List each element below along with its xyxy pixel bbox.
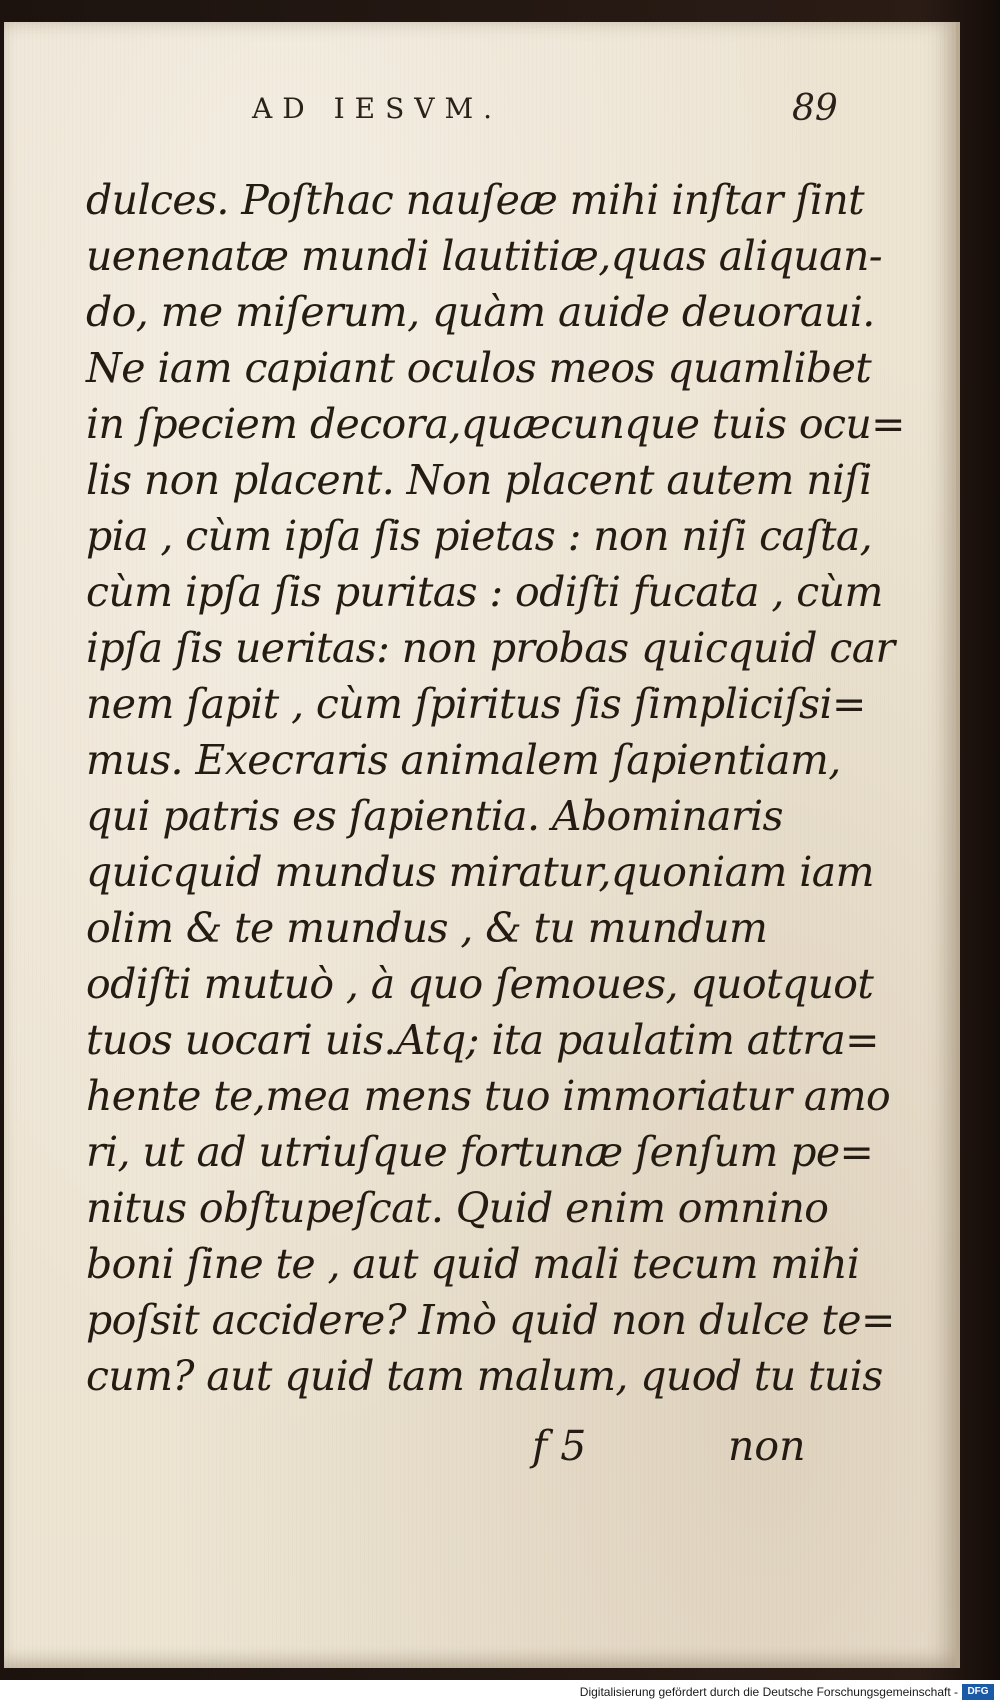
body-text bbox=[86, 172, 905, 1404]
footer-bar bbox=[0, 1680, 1000, 1706]
text-line: in ſpeciem decora,quæcunque tuis ocu= bbox=[86, 400, 905, 448]
text-line: ri, ut ad utriuſque fortunæ ſenſum pe= bbox=[86, 1128, 874, 1176]
text-line: quicquid mundus miratur,quoniam iam bbox=[86, 848, 874, 896]
text-line: pia , cùm ipſa ſis pietas : non niſi caſta, bbox=[86, 512, 873, 560]
text-line: poſsit accidere? Imò quid non dulce te= bbox=[86, 1296, 895, 1344]
catchword: non bbox=[728, 1422, 806, 1470]
text-line: dulces. Poſthac nauſeæ mihi inſtar ſint bbox=[86, 176, 865, 224]
running-head: AD IESVM. bbox=[252, 92, 503, 125]
text-line: Ne iam capiant oculos meos quamlibet bbox=[86, 344, 872, 392]
text-line: cùm ipſa ſis puritas : odiſti fucata , cùm bbox=[86, 568, 883, 616]
page-number: 89 bbox=[792, 88, 838, 129]
text-line: qui patris es ſapientia. Abominaris bbox=[86, 792, 783, 840]
page-foot bbox=[4, 1422, 956, 1478]
text-line: tuos uocari uis.Atq; ita paulatim attra= bbox=[86, 1016, 879, 1064]
text-line: hente te,mea mens tuo immoriatur amo bbox=[86, 1072, 891, 1120]
text-line: odiſti mutuò , à quo ſemoues, quotquot bbox=[86, 960, 874, 1008]
signature-mark: f 5 bbox=[532, 1422, 587, 1470]
text-line: nitus obſtupeſcat. Quid enim omnino bbox=[86, 1184, 829, 1232]
text-line: nem ſapit , cùm ſpiritus ſis ſimpliciſsi= bbox=[86, 680, 866, 728]
text-line: mus. Execraris animalem ſapientiam, bbox=[86, 736, 841, 784]
text-line: ipſa ſis ueritas: non probas quicquid car bbox=[86, 624, 895, 672]
dfg-logo: DFG bbox=[962, 1684, 994, 1700]
text-line: uenenatæ mundi lautitiæ,quas aliquan- bbox=[86, 232, 883, 280]
text-line: olim & te mundus , & tu mundum bbox=[86, 904, 768, 952]
text-line: lis non placent. Non placent autem niſi bbox=[86, 456, 872, 504]
text-line: cum? aut quid tam malum, quod tu tuis bbox=[86, 1352, 883, 1400]
book-page bbox=[4, 22, 960, 1668]
text-line: boni ſine te , aut quid mali tecum mihi bbox=[86, 1240, 860, 1288]
page-header bbox=[4, 88, 956, 142]
text-line: do, me miſerum, quàm auide deuoraui. bbox=[86, 288, 875, 336]
funding-credit: Digitalisierung gefördert durch die Deutsche Forschungsgemeinschaft - bbox=[579, 1685, 958, 1699]
